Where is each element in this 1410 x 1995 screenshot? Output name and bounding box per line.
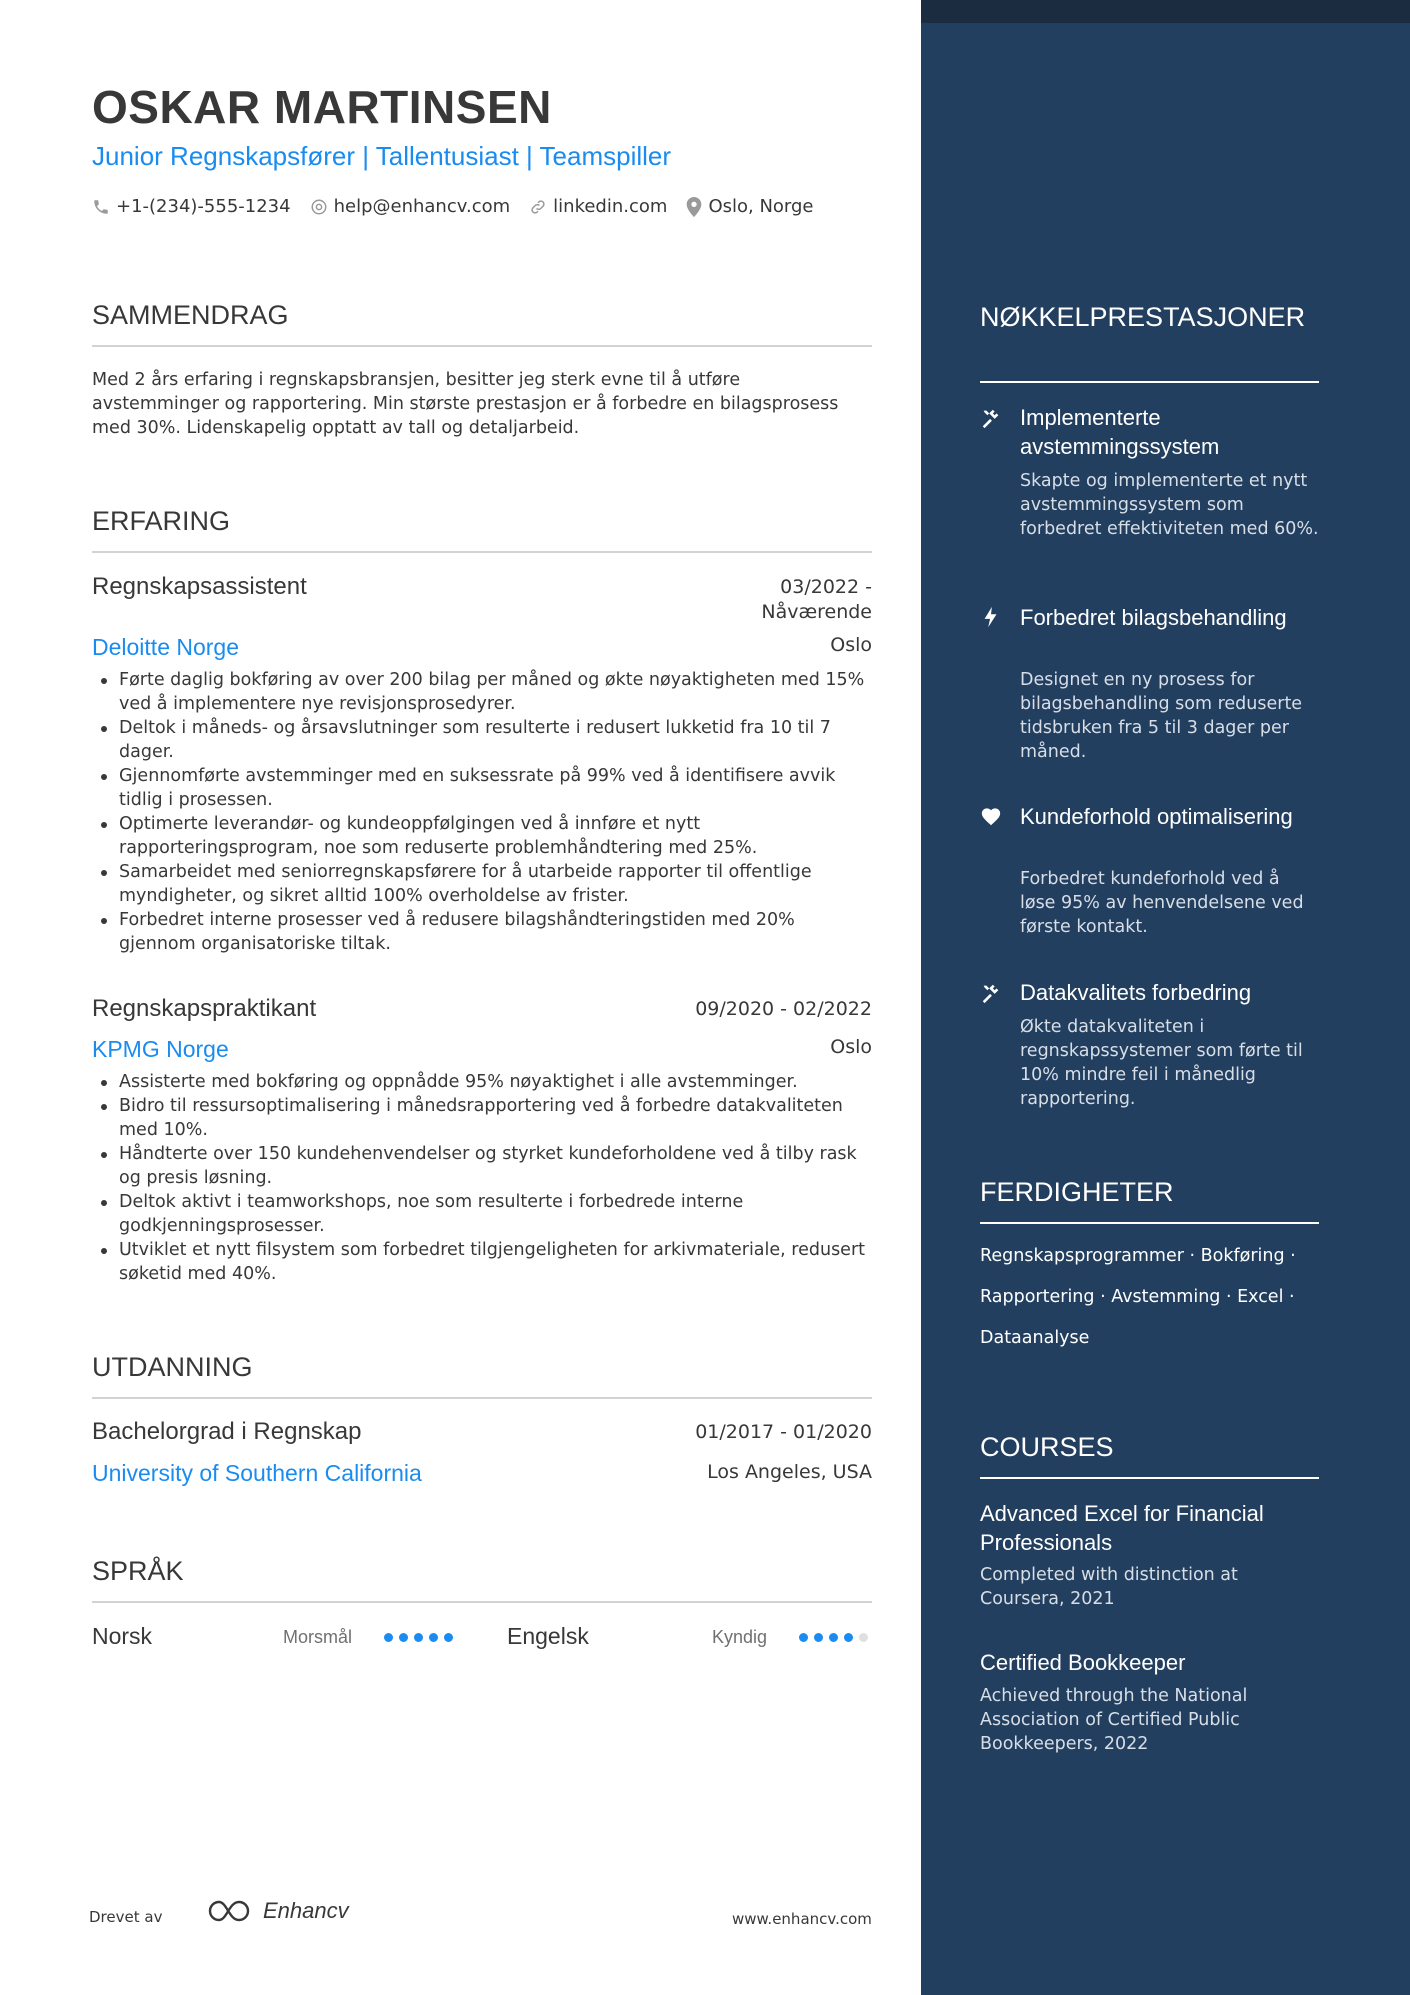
contact-location	[686, 196, 813, 217]
languages-divider	[92, 1601, 872, 1603]
rating-dot-filled	[799, 1633, 808, 1642]
experience-divider	[92, 551, 872, 553]
candidate-name: OSKAR MARTINSEN	[92, 81, 552, 133]
location-text: Oslo, Norge	[708, 196, 814, 217]
phone-text: +1-(234)-555-1234	[116, 196, 291, 217]
rating-dot-empty	[859, 1633, 868, 1642]
languages-title: SPRÅK	[92, 1556, 184, 1586]
achievement-title: Datakvalitets forbedring	[1020, 980, 1252, 1005]
rating-dot-filled	[414, 1633, 423, 1642]
school-location: Los Angeles, USA	[707, 1461, 872, 1483]
bullet-item: Gjennomførte avstemminger med en suksessrate på 99% ved å identifisere avvik tidlig i prosessen.	[119, 764, 872, 812]
job-location: Oslo	[830, 1036, 872, 1058]
enhancv-logo-icon	[207, 1898, 255, 1924]
job-date: 03/2022 - Nåværende	[761, 576, 872, 623]
achievement-desc: Økte datakvaliteten i regnskapssystemer som førte til 10% mindre feil i månedlig rapportering.	[1020, 1017, 1303, 1109]
achievement-title: Implementerte avstemmingssystem	[1020, 405, 1220, 459]
language-level: Kyndig	[711, 1627, 767, 1647]
job-date: 09/2020 - 02/2022	[695, 998, 872, 1020]
bullet-item: Forbedret interne prosesser ved å redusere bilagshåndteringstiden med 20% gjennom organisatoriske tiltak.	[119, 908, 872, 956]
company-name[interactable]: KPMG Norge	[92, 1036, 229, 1062]
job-location: Oslo	[830, 634, 872, 656]
experience-title: ERFARING	[92, 506, 231, 536]
heart-icon	[980, 805, 1002, 829]
bullet-item: Deltok aktivt i teamworkshops, noe som resulterte i forbedrede interne godkjenningsprosesser.	[119, 1190, 872, 1238]
skills-title: FERDIGHETER	[980, 1177, 1174, 1207]
job-title: Regnskapsassistent	[92, 573, 307, 600]
bullet-item: Førte daglig bokføring av over 200 bilag per måned og økte nøyaktigheten med 15% ved å implementere nye revisjonsprosedyrer.	[119, 668, 872, 716]
degree-title: Bachelorgrad i Regnskap	[92, 1418, 362, 1445]
headline: Junior Regnskapsfører | Tallentusiast | Teamspiller	[92, 141, 672, 171]
powered-by-label: Drevet av	[89, 1908, 163, 1926]
achievement-desc: Forbedret kundeforhold ved å løse 95% av henvendelsene ved første kontakt.	[1020, 869, 1304, 937]
phone-icon	[92, 198, 110, 216]
contact-linkedin[interactable]	[529, 196, 667, 217]
language-rating	[384, 1633, 459, 1642]
language-rating	[799, 1633, 874, 1642]
rating-dot-filled	[429, 1633, 438, 1642]
rating-dot-filled	[844, 1633, 853, 1642]
education-title: UTDANNING	[92, 1352, 253, 1382]
lightning-icon	[980, 605, 1002, 629]
summary-divider	[92, 345, 872, 347]
school-name[interactable]: University of Southern California	[92, 1460, 422, 1486]
summary-title: SAMMENDRAG	[92, 300, 289, 330]
course-title: Certified Bookkeeper	[980, 1650, 1186, 1675]
enhancv-logo[interactable]	[207, 1898, 349, 1924]
bullet-item: Bidro til ressursoptimalisering i månedsrapportering ved å forbedre datakvaliteten med 10%.	[119, 1094, 872, 1142]
achievement-desc: Designet en ny prosess for bilagsbehandling som reduserte tidsbruken fra 5 til 3 dager per måned.	[1020, 670, 1303, 762]
rating-dot-filled	[399, 1633, 408, 1642]
summary-text: Med 2 års erfaring i regnskapsbransjen, besitter jeg sterk evne til å utføre avstemminger og rapportering. Min største prestasjon er å forbedre en bilagsprosess med 30%. Lidenskapelig opptatt av tall og detaljarbeid.	[92, 370, 839, 438]
location-pin-icon	[686, 197, 702, 217]
course-desc: Achieved through the National Association of Certified Public Bookkeepers, 2022	[980, 1686, 1248, 1754]
bullet-item: Samarbeidet med seniorregnskapsførere for å utarbeide rapporter til offentlige myndigheter, og sikret alltid 100% overholdelse av frister.	[119, 860, 872, 908]
sidebar	[921, 0, 1410, 1995]
company-name[interactable]: Deloitte Norge	[92, 634, 240, 660]
tools-icon	[980, 406, 1002, 430]
job-title: Regnskapspraktikant	[92, 995, 317, 1022]
course-desc: Completed with distinction at Coursera, 2021	[980, 1565, 1238, 1609]
skills-list: Regnskapsprogrammer · Bokføring · Rapportering · Avstemming · Excel · Dataanalyse	[980, 1246, 1296, 1348]
contact-bar	[92, 196, 833, 217]
achievements-divider	[980, 381, 1319, 383]
job-bullets	[92, 668, 872, 956]
rating-dot-filled	[829, 1633, 838, 1642]
language-name: Engelsk	[507, 1623, 589, 1649]
language-level: Morsmål	[282, 1627, 352, 1647]
at-icon	[310, 198, 328, 216]
achievement-title: Forbedret bilagsbehandling	[1020, 605, 1287, 630]
link-icon	[529, 198, 547, 216]
job-bullets	[92, 1070, 872, 1286]
skills-divider	[980, 1222, 1319, 1224]
enhancv-brand-text: Enhancv	[263, 1898, 349, 1923]
language-name: Norsk	[92, 1623, 153, 1649]
education-divider	[92, 1397, 872, 1399]
achievement-title: Kundeforhold optimalisering	[1020, 804, 1293, 829]
email-text: help@enhancv.com	[333, 196, 511, 217]
bullet-item: Optimerte leverandør- og kundeoppfølgingen ved å innføre et nytt rapporteringsprogram, noe som reduserte problemhåndtering med 25%.	[119, 812, 872, 860]
contact-phone[interactable]	[92, 196, 291, 217]
achievements-title: NØKKELPRESTASJONER	[980, 302, 1306, 332]
courses-title: COURSES	[980, 1432, 1114, 1462]
achievement-desc: Skapte og implementerte et nytt avstemmingssystem som forbedret effektiviteten med 60%.	[1020, 471, 1319, 539]
tools-icon	[980, 981, 1002, 1005]
courses-divider	[980, 1477, 1319, 1479]
rating-dot-filled	[384, 1633, 393, 1642]
contact-email[interactable]	[310, 196, 511, 217]
bullet-item: Håndterte over 150 kundehenvendelser og styrket kundeforholdene ved å tilby rask og presis løsning.	[119, 1142, 872, 1190]
education-date: 01/2017 - 01/2020	[695, 1421, 872, 1443]
rating-dot-filled	[444, 1633, 453, 1642]
bullet-item: Assisterte med bokføring og oppnådde 95% nøyaktighet i alle avstemminger.	[119, 1070, 872, 1094]
rating-dot-filled	[814, 1633, 823, 1642]
footer-url[interactable]: www.enhancv.com	[732, 1910, 872, 1928]
linkedin-text: linkedin.com	[553, 196, 668, 217]
course-title: Advanced Excel for Financial Professionals	[980, 1501, 1264, 1555]
sidebar-top-band	[921, 0, 1410, 23]
bullet-item: Deltok i måneds- og årsavslutninger som resulterte i redusert lukketid fra 10 til 7 dager.	[119, 716, 872, 764]
bullet-item: Utviklet et nytt filsystem som forbedret tilgjengeligheten for arkivmateriale, redusert søketid med 40%.	[119, 1238, 872, 1286]
